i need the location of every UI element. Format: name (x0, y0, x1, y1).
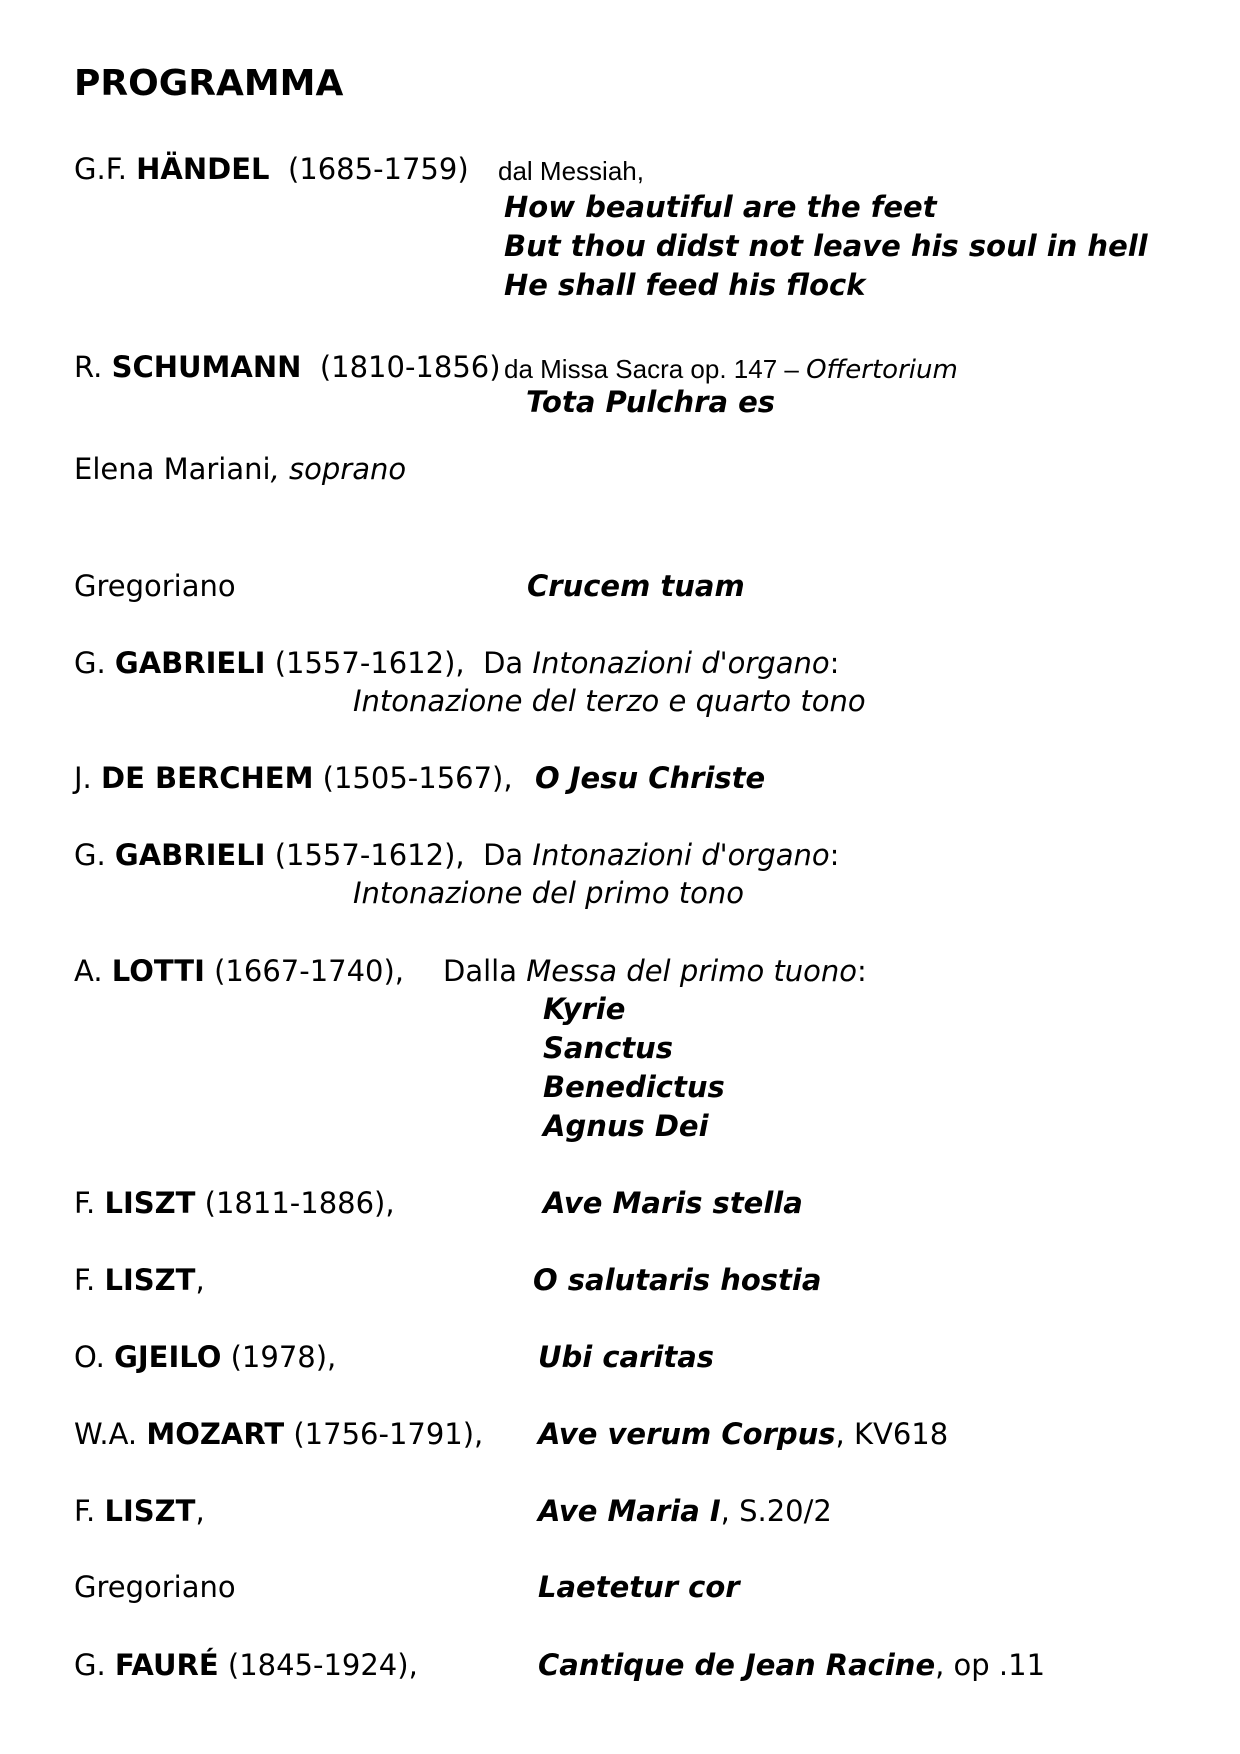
source-prefix: Da (483, 838, 533, 872)
composer-lotti (74, 952, 404, 991)
liszt-1-piece: Ave Maris stella (543, 1186, 803, 1220)
liszt-3-piece: Ave Maria I (538, 1494, 721, 1528)
composer-surname: LISZT (104, 1263, 196, 1297)
source-suffix: : (857, 954, 867, 988)
composer-initials: F. (74, 1494, 96, 1528)
composer-surname: GABRIELI (114, 646, 266, 680)
composer-initials: J. (74, 761, 92, 795)
liszt-3-work (538, 1492, 832, 1531)
lotti-piece-agnus-dei: Agnus Dei (543, 1109, 709, 1143)
composer-surname: LISZT (104, 1494, 196, 1528)
composer-liszt-3 (74, 1492, 205, 1531)
composer-surname: GJEILO (114, 1340, 222, 1374)
gregoriano-label: Gregoriano (74, 569, 236, 603)
composer-mozart (74, 1415, 483, 1454)
composer-gabrieli-2 (74, 836, 839, 875)
composer-surname: MOZART (146, 1417, 285, 1451)
liszt-2-piece: O salutaris hostia (533, 1263, 822, 1297)
composer-initials: G.F. (74, 152, 127, 186)
composer-handel (74, 150, 469, 189)
handel-source: dal Messiah, (498, 156, 644, 186)
schumann-piece: Tota Pulchra es (526, 385, 776, 419)
lotti-source (443, 952, 867, 991)
composer-liszt-1 (74, 1184, 395, 1223)
composer-years: (1557-1612), (274, 646, 465, 680)
composer-years: (1756-1791), (293, 1417, 484, 1451)
composer-initials: G. (74, 1648, 106, 1682)
catalog-number: , S.20/2 (720, 1494, 832, 1528)
composer-initials: F. (74, 1186, 96, 1220)
composer-liszt-2 (74, 1261, 205, 1300)
soloist (74, 450, 406, 489)
composer-years: , (195, 1263, 205, 1297)
composer-faure (74, 1646, 418, 1685)
catalog-number: , KV618 (835, 1417, 949, 1451)
composer-years: (1811-1886), (204, 1186, 395, 1220)
composer-years: (1557-1612), (274, 838, 465, 872)
composer-initials: G. (74, 838, 106, 872)
composer-initials: F. (74, 1263, 96, 1297)
source-italic: Offertorium (806, 355, 958, 385)
gregoriano-piece: Laetetur cor (538, 1570, 740, 1604)
source-italic: Messa del primo tuono (526, 954, 858, 988)
composer-surname: FAURÉ (114, 1648, 219, 1682)
composer-years: (1845-1924), (227, 1648, 418, 1682)
composer-berchem (74, 759, 513, 798)
composer-surname: LOTTI (111, 954, 205, 988)
composer-gjeilo (74, 1338, 336, 1377)
composer-initials: W.A. (74, 1417, 138, 1451)
composer-surname: SCHUMANN (111, 350, 302, 384)
source-italic: Intonazioni d'organo (532, 838, 830, 872)
soloist-name: Elena Mariani (74, 452, 271, 486)
composer-gabrieli-1 (74, 644, 839, 683)
composer-years: (1978), (230, 1340, 337, 1374)
lotti-piece-sanctus: Sanctus (543, 1031, 674, 1065)
opus-number: , op .11 (935, 1648, 1046, 1682)
mozart-piece: Ave verum Corpus (538, 1417, 836, 1451)
composer-years: (1810-1856) (319, 350, 501, 384)
page-title: PROGRAMMA (74, 63, 344, 104)
soloist-role: , soprano (270, 452, 407, 486)
lotti-piece-kyrie: Kyrie (543, 992, 626, 1026)
lotti-piece-benedictus: Benedictus (543, 1070, 725, 1104)
composer-surname: HÄNDEL (136, 152, 270, 186)
composer-schumann (74, 348, 501, 387)
gregoriano-piece: Crucem tuam (527, 569, 745, 603)
handel-piece-3: He shall feed his flock (504, 268, 866, 302)
composer-initials: G. (74, 646, 106, 680)
source-suffix: : (829, 646, 840, 680)
gabrieli-2-piece: Intonazione del primo tono (353, 876, 745, 910)
gabrieli-1-piece: Intonazione del terzo e quarto tono (353, 684, 866, 718)
source-prefix: Da (483, 646, 533, 680)
gregoriano-label: Gregoriano (74, 1570, 236, 1604)
faure-piece: Cantique de Jean Racine (538, 1648, 936, 1682)
composer-years: , (195, 1494, 205, 1528)
composer-years: (1505-1567), (322, 761, 513, 795)
composer-years: (1667-1740), (214, 954, 405, 988)
mozart-work (538, 1415, 948, 1454)
composer-years: (1685-1759) (287, 152, 469, 186)
composer-initials: R. (74, 350, 103, 384)
composer-initials: A. (74, 954, 103, 988)
composer-initials: O. (74, 1340, 105, 1374)
source-italic: Intonazioni d'organo (532, 646, 830, 680)
faure-work (538, 1646, 1045, 1685)
berchem-piece: O Jesu Christe (535, 761, 766, 795)
handel-piece-1: How beautiful are the feet (504, 190, 937, 224)
composer-surname: DE BERCHEM (101, 761, 314, 795)
source-prefix: da Missa Sacra op. 147 – (504, 354, 807, 384)
composer-surname: GABRIELI (114, 838, 266, 872)
gjeilo-piece: Ubi caritas (538, 1340, 715, 1374)
composer-surname: LISZT (104, 1186, 196, 1220)
source-suffix: : (829, 838, 840, 872)
handel-piece-2: But thou didst not leave his soul in hell (504, 229, 1148, 263)
source-prefix: Dalla (443, 954, 527, 988)
